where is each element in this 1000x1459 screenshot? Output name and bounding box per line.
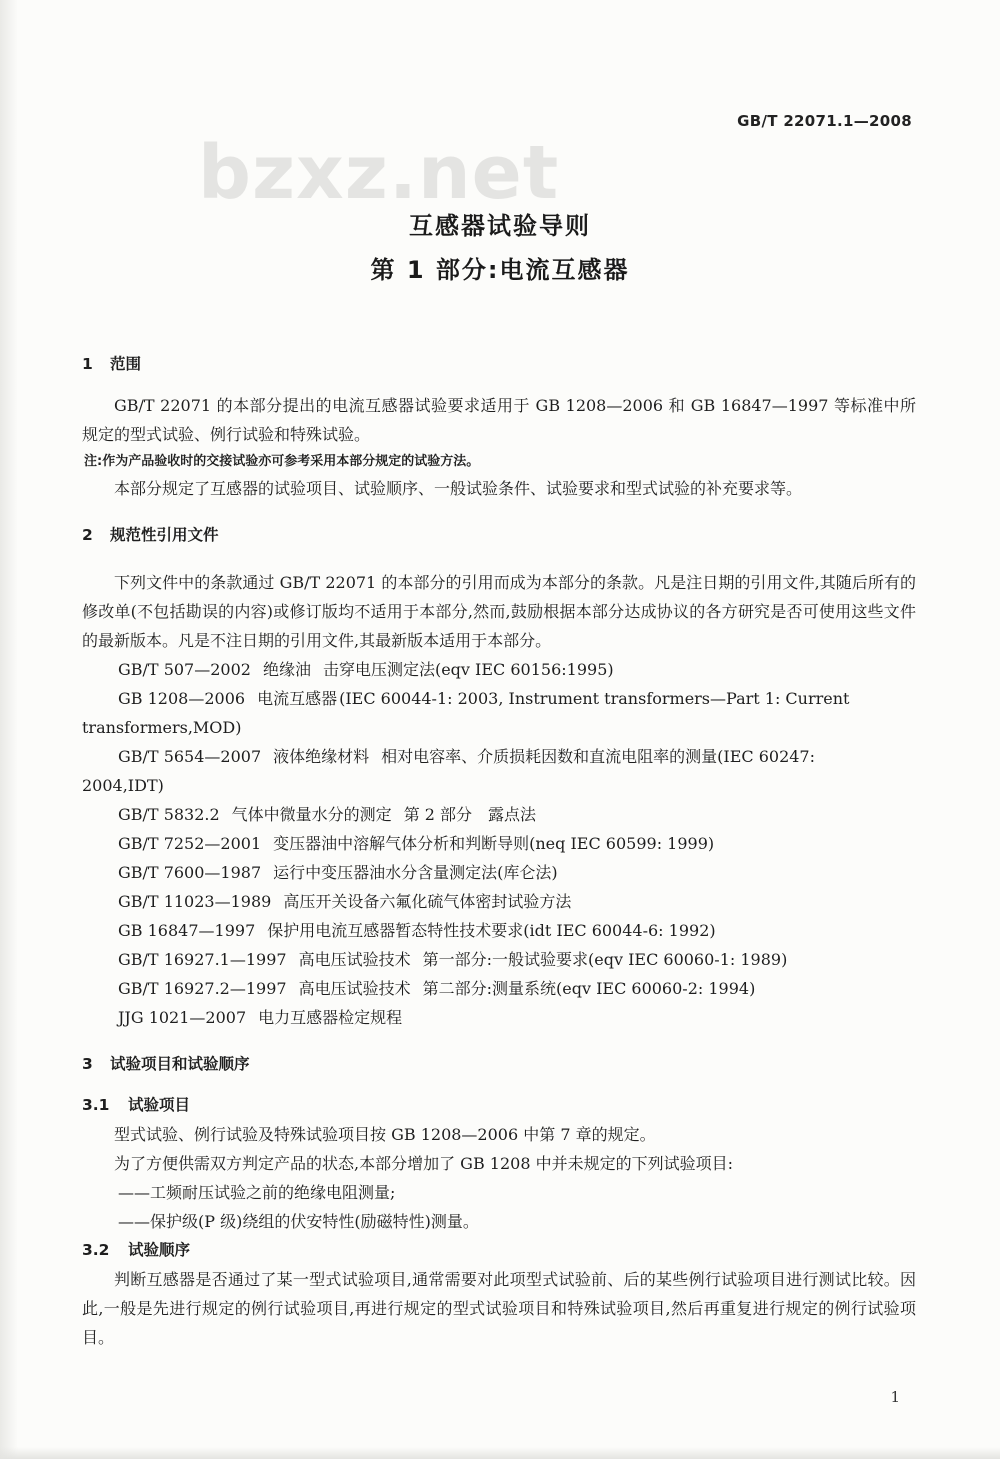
reference-code: GB/T 16927.1—1997 xyxy=(118,950,287,969)
reference-detail: 第二部分:测量系统(eqv IEC 60060-2: 1994) xyxy=(422,979,756,998)
reference-detail: 第一部分:一般试验要求(eqv IEC 60060-1: 1989) xyxy=(422,950,788,969)
reference-code: GB/T 5654—2007 xyxy=(118,747,262,766)
document-title: 互感器试验导则 xyxy=(409,212,591,240)
reference-name: 高电压试验技术 xyxy=(298,979,411,998)
section-number: 1 xyxy=(82,355,93,373)
list-item: ——保护级(P 级)绕组的伏安特性(励磁特性)测量。 xyxy=(118,1212,479,1231)
page-number: 1 xyxy=(890,1388,900,1406)
reference-item xyxy=(82,655,916,684)
reference-code: GB 16847—1997 xyxy=(118,921,256,940)
reference-item xyxy=(82,974,916,1003)
document-subtitle: 第 1 部分:电流互感器 xyxy=(370,256,630,284)
reference-name: 液体绝缘材料 xyxy=(273,747,370,766)
reference-item xyxy=(82,887,916,916)
reference-detail-continued: 2004,IDT) xyxy=(82,776,164,795)
reference-detail: (IEC 60044-1: 2003, Instrument transformers—Part 1: Current xyxy=(339,689,850,708)
reference-name: 运行中变压器油水分含量测定法(库仑法) xyxy=(273,863,558,882)
subsection-number: 3.1 xyxy=(82,1096,110,1114)
reference-detail: 第 2 部分 露点法 xyxy=(403,805,537,824)
paragraph: 下列文件中的条款通过 GB/T 22071 的本部分的引用而成为本部分的条款。凡是注日期的引用文件,其随后所有的修改单(不包括勘误的内容)或修订版均不适用于本部分,然而,鼓励根据本部分达成协议的各方研究是否可使用这些文件的最新版本。凡是不注日期的引用文件,其最新版本适用于本部分。 xyxy=(82,573,916,650)
section-title: 规范性引用文件 xyxy=(110,526,219,544)
reference-name: 气体中微量水分的测定 xyxy=(231,805,392,824)
reference-item xyxy=(82,800,916,829)
note: 注:作为产品验收时的交接试验亦可参考采用本部分规定的试验方法。 xyxy=(84,454,480,469)
reference-name: 变压器油中溶解气体分析和判断导则(neq IEC 60599: 1999) xyxy=(273,834,715,853)
paragraph: 型式试验、例行试验及特殊试验项目按 GB 1208—2006 中第 7 章的规定。 xyxy=(114,1125,656,1144)
reference-code: GB/T 11023—1989 xyxy=(118,892,272,911)
section-heading-3 xyxy=(82,1050,916,1079)
paragraph: 为了方便供需双方判定产品的状态,本部分增加了 GB 1208 中并未规定的下列试验项目: xyxy=(114,1154,733,1173)
section-title: 范围 xyxy=(110,355,142,373)
reference-code: GB/T 5832.2 xyxy=(118,805,220,824)
reference-detail: 击穿电压测定法(eqv IEC 60156:1995) xyxy=(322,660,614,679)
list-item: ——工频耐压试验之前的绝缘电阻测量; xyxy=(118,1183,396,1202)
reference-name: 电力互感器检定规程 xyxy=(258,1008,403,1027)
reference-name: 高电压试验技术 xyxy=(298,950,411,969)
reference-name: 绝缘油 xyxy=(262,660,311,679)
paragraph: 本部分规定了互感器的试验项目、试验顺序、一般试验条件、试验要求和型式试验的补充要求等。 xyxy=(114,479,803,498)
reference-code: GB/T 7252—2001 xyxy=(118,834,262,853)
subsection-title: 试验项目 xyxy=(128,1096,191,1114)
watermark: bzxz.net xyxy=(198,130,560,216)
standard-code: GB/T 22071.1—2008 xyxy=(737,112,912,130)
section-number: 3 xyxy=(82,1055,93,1073)
reference-code: GB/T 16927.2—1997 xyxy=(118,979,287,998)
page-bottom-shadow xyxy=(0,1447,1000,1459)
subsection-number: 3.2 xyxy=(82,1241,110,1259)
reference-item xyxy=(82,742,916,800)
section-title: 试验项目和试验顺序 xyxy=(110,1055,250,1073)
paragraph: GB/T 22071 的本部分提出的电流互感器试验要求适用于 GB 1208—2006 和 GB 16847—1997 等标准中所规定的型式试验、例行试验和特殊试验。 xyxy=(82,396,916,444)
reference-detail-continued: transformers,MOD) xyxy=(82,718,242,737)
paragraph: 判断互感器是否通过了某一型式试验项目,通常需要对此项型式试验前、后的某些例行试验项目进行测试比较。因此,一般是先进行规定的例行试验项目,再进行规定的型式试验项目和特殊试验项目,然后再重复进行规定的例行试验项目。 xyxy=(82,1270,916,1347)
reference-item xyxy=(82,945,916,974)
subsection-heading-3-1 xyxy=(82,1091,916,1120)
reference-name: 保护用电流互感器暂态特性技术要求(idt IEC 60044-6: 1992) xyxy=(267,921,716,940)
reference-item xyxy=(82,858,916,887)
reference-code: GB/T 7600—1987 xyxy=(118,863,262,882)
reference-item xyxy=(82,829,916,858)
section-number: 2 xyxy=(82,526,93,544)
reference-name: 电流互感器 xyxy=(257,689,338,708)
section-heading-2 xyxy=(82,521,916,550)
subsection-heading-3-2 xyxy=(82,1236,916,1265)
reference-name: 高压开关设备六氟化硫气体密封试验方法 xyxy=(283,892,572,911)
reference-item xyxy=(82,684,916,742)
reference-detail: 相对电容率、介质损耗因数和直流电阻率的测量(IEC 60247: xyxy=(381,747,816,766)
reference-code: JJG 1021—2007 xyxy=(118,1008,247,1027)
reference-item xyxy=(82,916,916,945)
reference-item xyxy=(82,1003,916,1032)
reference-code: GB 1208—2006 xyxy=(118,689,246,708)
section-heading-1 xyxy=(82,350,916,379)
document-body xyxy=(82,350,916,1352)
reference-code: GB/T 507—2002 xyxy=(118,660,251,679)
subsection-title: 试验顺序 xyxy=(128,1241,191,1259)
